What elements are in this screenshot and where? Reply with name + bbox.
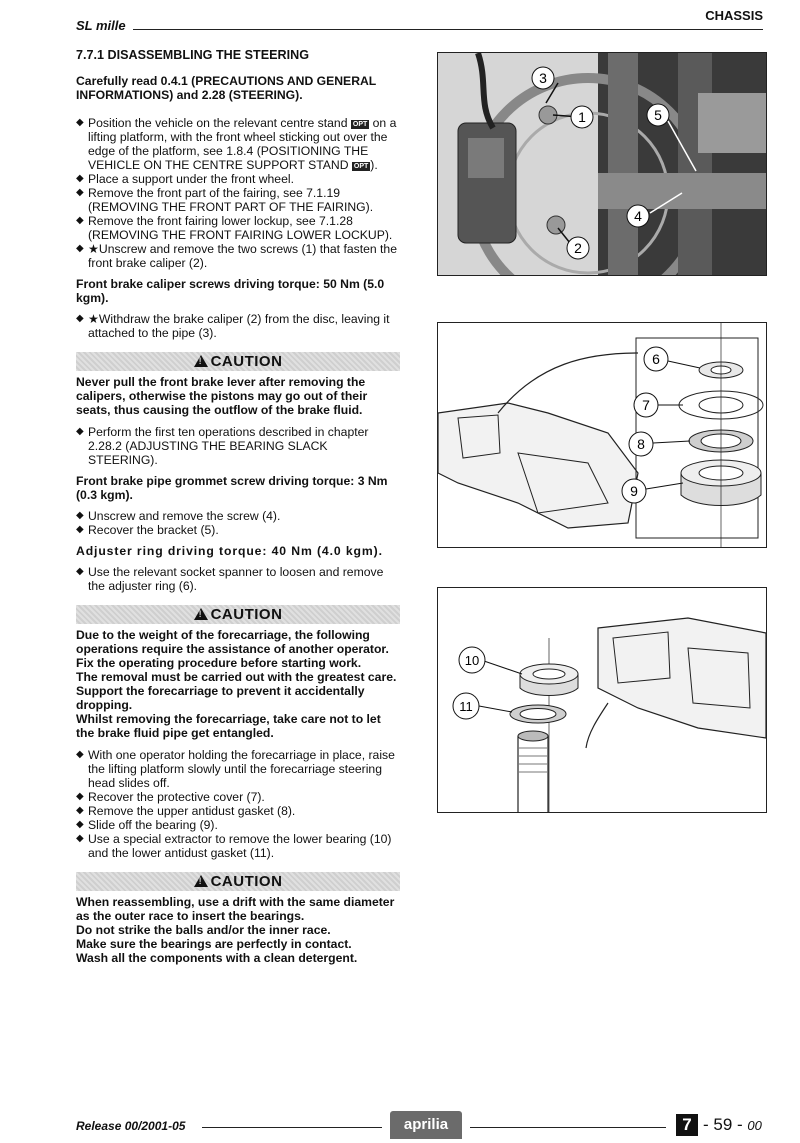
steps-list-1 (76, 116, 400, 270)
figure-1-drawing (438, 53, 766, 275)
caution-text-1 (76, 375, 400, 417)
steps-list-4 (76, 509, 400, 537)
step-text: ). (370, 158, 378, 172)
caution-line: When reassembling, use a drift with the same diameter as the outer race to insert the bearings. (76, 895, 395, 923)
page-revision: 00 (747, 1118, 762, 1133)
list-item: ◆ Recover the bracket (5). (76, 523, 400, 537)
page-number-text: - 59 - (703, 1115, 743, 1134)
figure-upper-bearing (437, 322, 767, 548)
svg-text:4: 4 (634, 208, 642, 224)
list-item: ◆ Place a support under the front wheel. (76, 172, 400, 186)
caution-text-3 (76, 895, 400, 965)
warning-icon (194, 355, 208, 367)
caution-line: Support the forecarriage to prevent it accidentally dropping. (76, 684, 365, 712)
list-item: ◆ Slide off the bearing (9). (76, 818, 400, 832)
opt-icon: OPT (353, 163, 369, 170)
warning-icon (194, 875, 208, 887)
figure-3-drawing (438, 588, 766, 812)
aprilia-logo: aprilia (390, 1111, 462, 1139)
list-item: ◆ ★Unscrew and remove the two screws (1) that fasten the front brake caliper (2). (76, 242, 400, 270)
list-item: ◆ ★Withdraw the brake caliper (2) from the disc, leaving it attached to the pipe (3). (76, 312, 400, 340)
callout-2 (567, 237, 589, 259)
callout-9 (622, 479, 646, 503)
callout-7 (634, 393, 658, 417)
callout-1 (571, 106, 593, 128)
chapter-number: 7 (676, 1114, 698, 1136)
caution-banner (76, 352, 400, 371)
caution-line: Never pull the front brake lever after removing the calipers, otherwise the pistons may go out of their seats, thus causing the outflow of the brake fluid. (76, 375, 368, 417)
callout-5 (647, 104, 669, 126)
warning-icon (194, 608, 208, 620)
callout-11 (453, 693, 479, 719)
callout-3 (532, 67, 554, 89)
caution-label: CAUTION (210, 353, 283, 370)
caution-banner (76, 605, 400, 624)
caution-line: Whilst removing the forecarriage, take care not to let the brake fluid pipe get entangled. (76, 712, 381, 740)
step-text: on a lifting platform, with the front wheel sticking out over the edge of the platform, see 1.8.4 (POSITIONING THE VEHICLE ON THE CENTRE SUPPORT STAND (88, 116, 397, 172)
list-item: ◆ Remove the front part of the fairing, see 7.1.19 (REMOVING THE FRONT PART OF THE FAIRING). (76, 186, 400, 214)
caution-label: CAUTION (210, 606, 283, 623)
figure-lower-bearing (437, 587, 767, 813)
svg-text:1: 1 (578, 109, 586, 125)
list-item: ◆ Use the relevant socket spanner to loosen and remove the adjuster ring (6). (76, 565, 400, 593)
section-title: 7.7.1 DISASSEMBLING THE STEERING (76, 48, 310, 62)
list-item: ◆ Remove the upper antidust gasket (8). (76, 804, 400, 818)
header-model: SL mille (76, 18, 126, 33)
list-item (76, 116, 400, 172)
steps-list-3 (76, 425, 400, 467)
caution-line: Make sure the bearings are perfectly in contact. (76, 937, 352, 951)
list-item: ◆ With one operator holding the forecarriage in place, raise the lifting platform slowly until the forecarriage steering head slides off. (76, 748, 400, 790)
caution-line: Wash all the components with a clean detergent. (76, 951, 358, 965)
callout-4 (627, 205, 649, 227)
header-rule (133, 29, 763, 30)
list-item: ◆ Perform the first ten operations described in chapter 2.28.2 (ADJUSTING THE BEARING SLACK STEERING). (76, 425, 400, 467)
torque-spec-caliper: Front brake caliper screws driving torque: 50 Nm (5.0 kgm). (76, 277, 385, 305)
svg-text:7: 7 (642, 397, 650, 413)
page-number (703, 1115, 762, 1135)
list-item: ◆ Use a special extractor to remove the lower bearing (10) and the lower antidust gasket (11). (76, 832, 400, 860)
list-item: ◆ Recover the protective cover (7). (76, 790, 400, 804)
list-item: ◆ Unscrew and remove the screw (4). (76, 509, 400, 523)
caution-line: The removal must be carried out with the greatest care. (76, 670, 397, 684)
steps-list-6 (76, 748, 400, 860)
svg-text:10: 10 (464, 653, 480, 668)
figure-2-drawing (438, 323, 766, 547)
caution-label: CAUTION (210, 873, 283, 890)
footer-rule-right (470, 1127, 666, 1128)
svg-text:8: 8 (637, 436, 645, 452)
caution-text-2 (76, 628, 400, 740)
release-label: Release 00/2001-05 (76, 1119, 186, 1133)
intro-note: Carefully read 0.4.1 (PRECAUTIONS AND GENERAL INFORMATIONS) and 2.28 (STEERING). (76, 74, 377, 102)
text-column (76, 48, 400, 965)
callout-6 (644, 347, 668, 371)
torque-spec-adjuster: Adjuster ring driving torque: 40 Nm (4.0 kgm). (76, 544, 383, 558)
svg-text:5: 5 (654, 107, 662, 123)
header-section: CHASSIS (705, 8, 763, 23)
svg-text:6: 6 (652, 351, 660, 367)
svg-text:9: 9 (630, 483, 638, 499)
figure-brake-caliper (437, 52, 767, 276)
callout-10 (459, 647, 485, 673)
list-item: ◆ Remove the front fairing lower lockup, see 7.1.28 (REMOVING THE FRONT FAIRING LOWER LOCKUP). (76, 214, 400, 242)
caution-banner (76, 872, 400, 891)
callout-8 (629, 432, 653, 456)
caution-line: Do not strike the balls and/or the inner race. (76, 923, 331, 937)
torque-spec-grommet: Front brake pipe grommet screw driving torque: 3 Nm (0.3 kgm). (76, 474, 388, 502)
steps-list-2 (76, 312, 400, 340)
steps-list-5 (76, 565, 400, 593)
svg-text:3: 3 (539, 70, 547, 86)
step-text: Position the vehicle on the relevant centre stand (88, 116, 348, 130)
footer-rule-left (202, 1127, 382, 1128)
opt-icon: OPT (352, 121, 368, 128)
caution-line: Due to the weight of the forecarriage, the following operations require the assistance of another operator. (76, 628, 389, 656)
svg-text:11: 11 (459, 699, 473, 714)
caution-line: Fix the operating procedure before starting work. (76, 656, 362, 670)
svg-text:2: 2 (574, 240, 582, 256)
